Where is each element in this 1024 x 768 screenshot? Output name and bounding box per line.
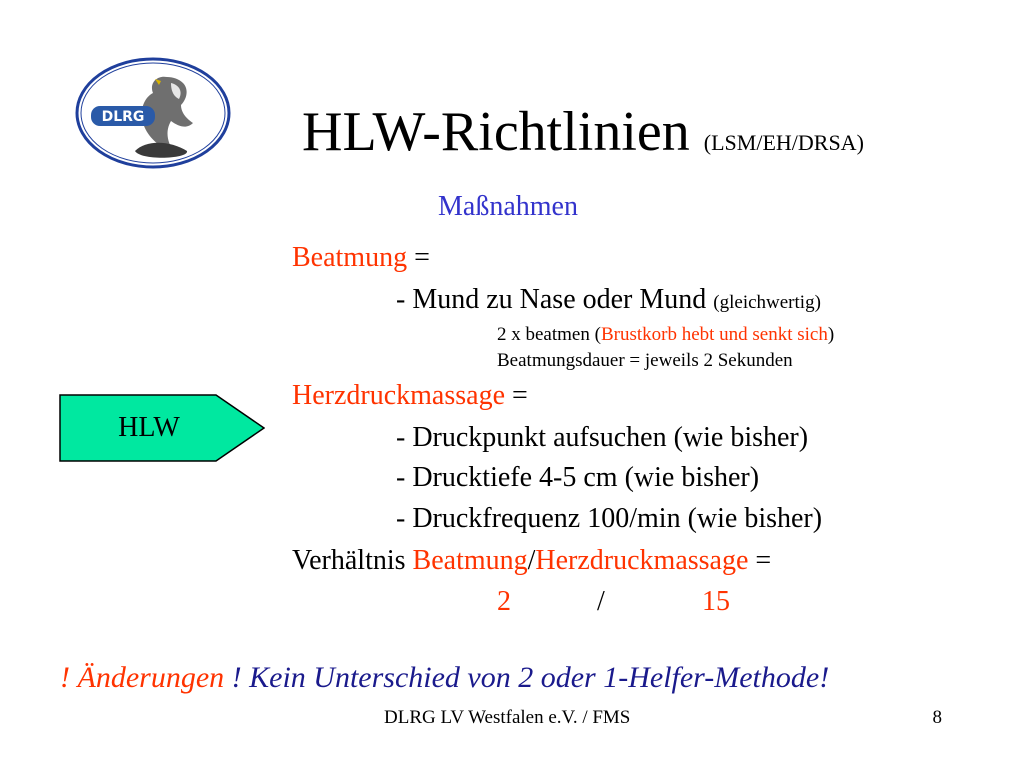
warning-line [60,660,829,696]
logo-text: DLRG [101,109,145,125]
beatmung-item-3: Beatmungsdauer = jeweils 2 Sekunden [497,350,793,371]
herz-label: Herzdruckmassage [292,380,506,411]
ratio-value-sep: / [597,586,605,617]
herz-item-1: - Druckpunkt aufsuchen (wie bisher) [396,422,809,453]
beatmung-item-2-prefix: 2 x beatmen ( [497,324,601,345]
footer-text: DLRG LV Westfalen e.V. / FMS [384,707,631,728]
title-main: HLW-Richtlinien [302,101,690,163]
hlw-arrow-label: HLW [118,412,180,443]
ratio-prefix: Verhältnis [292,545,413,576]
warning-excl: ! [60,661,78,694]
ratio-line [292,544,771,578]
beatmung-item-1-note: (gleichwertig) [713,292,821,313]
ratio-slash: / [527,545,536,576]
page-title [302,100,864,175]
beatmung-item-2-red: Brustkorb hebt und senkt sich [600,324,828,345]
ratio-eq: = [748,545,772,576]
beatmung-item-2 [497,323,834,347]
beatmung-line [292,241,430,275]
herz-line [292,379,528,413]
beatmung-item-1 [396,283,821,317]
beatmung-item-1-text: - Mund zu Nase oder Mund [396,284,714,315]
herz-eq: = [505,380,528,411]
ratio-a: Beatmung [412,545,528,576]
herz-item-3: - Druckfrequenz 100/min (wie bisher) [396,503,823,534]
beatmung-eq: = [407,242,430,273]
ratio-value-a: 2 [497,586,511,617]
section-heading: Maßnahmen [438,191,578,222]
herz-item-2: - Drucktiefe 4-5 cm (wie bisher) [396,462,760,493]
ratio-value-b: 15 [702,586,730,617]
beatmung-item-2-suffix: ) [827,324,835,345]
ratio-b: Herzdruckmassage [535,545,749,576]
page-number: 8 [932,707,942,728]
warning-text: ! Kein Unterschied von 2 oder 1-Helfer-Methode! [224,661,830,694]
dlrg-logo [75,57,231,170]
warning-changes: Änderungen [77,661,225,694]
title-sub: (LSM/EH/DRSA) [703,130,864,155]
beatmung-label: Beatmung [292,242,408,273]
